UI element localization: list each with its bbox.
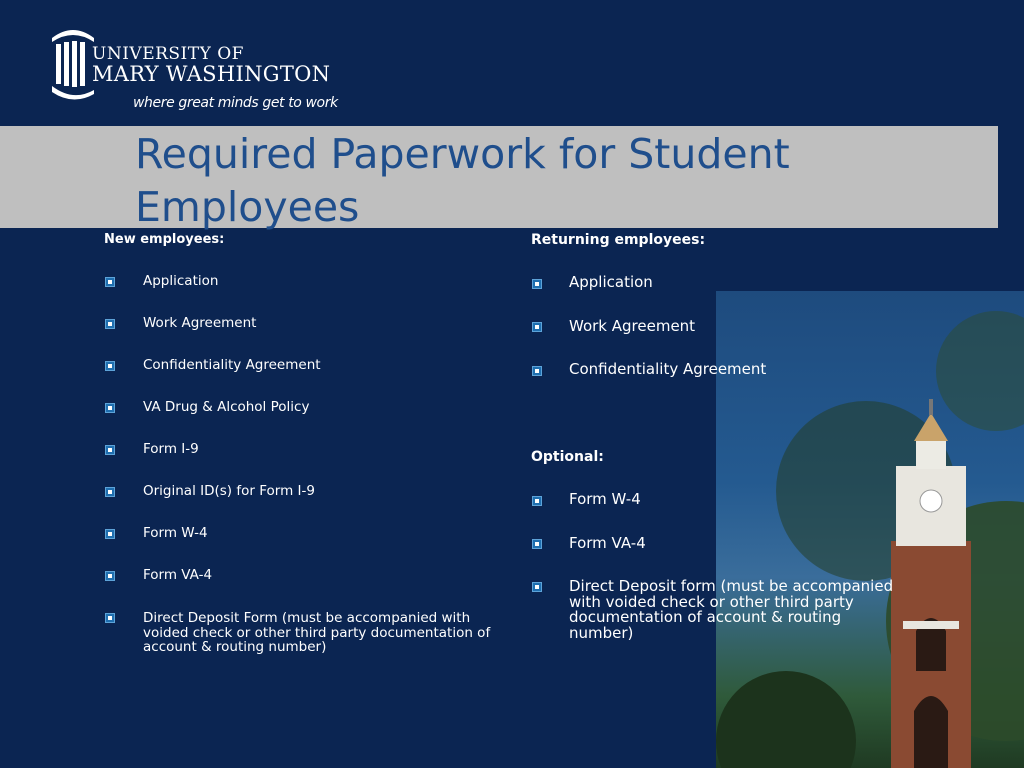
list-item: Confidentiality Agreement <box>569 360 767 378</box>
bullet-icon <box>532 279 542 289</box>
list-item: Confidentiality Agreement <box>143 357 321 373</box>
list-item: Original ID(s) for Form I-9 <box>143 483 315 499</box>
new-employees-heading: New employees: <box>104 232 225 247</box>
bullet-icon <box>105 571 115 581</box>
list-item: Direct Deposit Form (must be accompanied with voided check or other third party documentation of account & routing number) <box>143 610 491 655</box>
bullet-icon <box>105 613 115 623</box>
list-item: VA Drug & Alcohol Policy <box>143 399 310 415</box>
list-item: Application <box>569 273 653 291</box>
list-item: Form I-9 <box>143 441 199 457</box>
bullet-icon <box>105 361 115 371</box>
list-item: Form W-4 <box>143 525 208 541</box>
university-name-line1: UNIVERSITY OF <box>92 44 244 64</box>
bullet-icon <box>105 529 115 539</box>
university-name-line2: MARY WASHINGTON <box>92 62 331 86</box>
bullet-icon <box>105 487 115 497</box>
bullet-icon <box>532 582 542 592</box>
bullet-icon <box>532 496 542 506</box>
optional-heading: Optional: <box>531 449 604 465</box>
list-item: Direct Deposit form (must be accompanied with voided check or other third party documentation of account & routing number) <box>569 577 894 642</box>
tagline: where great minds get to work <box>133 95 338 111</box>
bullet-icon <box>105 445 115 455</box>
list-item: Work Agreement <box>143 315 257 331</box>
columns-logo-icon <box>50 24 96 100</box>
list-item: Application <box>143 273 219 289</box>
bullet-icon <box>105 277 115 287</box>
returning-employees-heading: Returning employees: <box>531 232 706 248</box>
list-item: Form VA-4 <box>143 567 213 583</box>
list-item: Form W-4 <box>569 490 641 508</box>
list-item: Work Agreement <box>569 317 696 335</box>
bullet-icon <box>105 403 115 413</box>
list-item: Form VA-4 <box>569 534 646 552</box>
bullet-icon <box>105 319 115 329</box>
bullet-icon <box>532 366 542 376</box>
bullet-icon <box>532 322 542 332</box>
bullet-icon <box>532 539 542 549</box>
slide-title: Required Paperwork for Student Employees <box>135 130 790 231</box>
